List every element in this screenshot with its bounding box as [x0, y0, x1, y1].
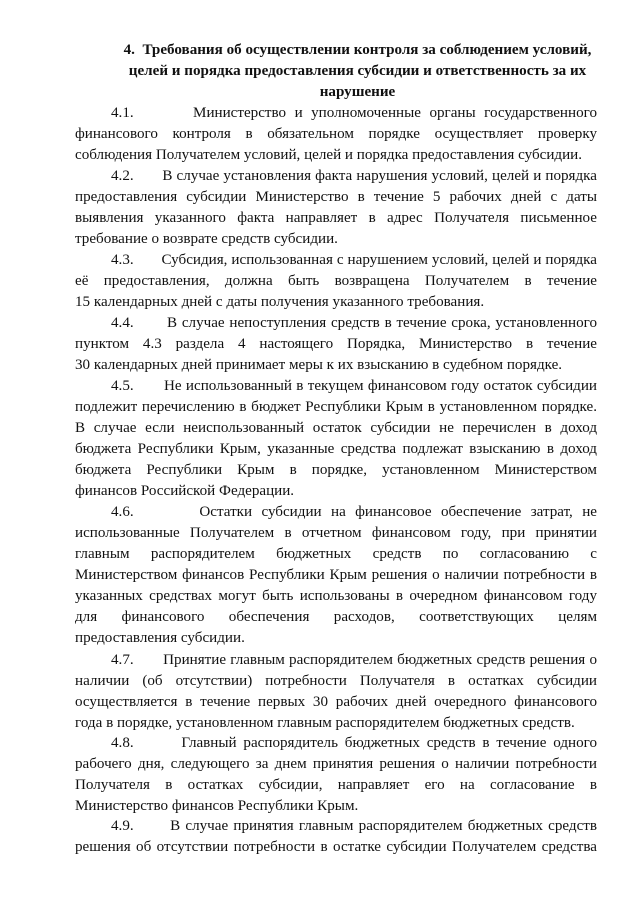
section-title-line: целей и порядка предоставления субсидии и ответственность за их [128, 63, 587, 79]
paragraph-4-7 [75, 650, 597, 734]
paragraph-line: соблюдения Получателем условий, целей и порядка предоставления субсидии. [75, 147, 583, 163]
paragraph-line: решения об отсутствии потребности в остатке субсидии Получателем средства [75, 839, 597, 855]
paragraph-line: 15 календарных дней с даты получения указанного требования. [75, 294, 485, 310]
paragraph-line: осуществляется в течение первых 30 рабочих дней очередного финансового [75, 694, 597, 710]
paragraph-line: предоставления субсидии. [75, 630, 245, 646]
paragraph-number: 4.9. [111, 818, 134, 834]
paragraph-line: Министерством финансов Республики Крым решения о наличии потребности в [75, 567, 597, 583]
paragraph-line: 4.6. Остатки субсидии на финансовое обеспечение затрат, не [75, 502, 597, 523]
paragraph-4-4 [75, 313, 597, 376]
paragraph-line: финансов Российской Федерации. [75, 483, 295, 499]
section-title [110, 40, 605, 103]
paragraph-line: подлежит перечислению в бюджет Республики Крым в установленном порядке. [75, 399, 597, 415]
paragraph-line: рабочего дня, следующего за днем принятия решения о наличии потребности [75, 756, 597, 772]
section-number: 4. [123, 42, 135, 58]
paragraph-number: 4.2. [111, 168, 134, 184]
paragraph-line: пунктом 4.3 раздела 4 настоящего Порядка, Министерство в течение [75, 336, 597, 352]
paragraph-line: 4.1. Министерство и уполномоченные органы государственного [75, 103, 597, 124]
paragraph-line: финансового контроля в обязательном порядке осуществляет проверку [75, 126, 597, 142]
paragraph-line: 30 календарных дней принимает меры к их взысканию в судебном порядке. [75, 357, 563, 373]
paragraph-line: требование о возврате средств субсидии. [75, 231, 338, 247]
paragraph-number: 4.6. [111, 504, 134, 520]
paragraph-line: для финансового обеспечения расходов, соответствующих целям [75, 609, 597, 625]
paragraph-line: Министерство финансов Республики Крым. [75, 798, 359, 814]
paragraph-4-8 [75, 733, 597, 817]
paragraph-4-5 [75, 376, 597, 502]
paragraph-number: 4.3. [111, 252, 134, 268]
paragraph-4-6 [75, 502, 597, 649]
paragraph-line: 4.2. В случае установления факта нарушения условий, целей и порядка [75, 166, 597, 187]
paragraph-number: 4.7. [111, 652, 134, 668]
paragraph-number: 4.5. [111, 378, 134, 394]
section-title-line: 4. Требования об осуществлении контроля за соблюдением условий, [123, 42, 592, 58]
paragraph-line: главным распорядителем бюджетных средств по согласованию с [75, 546, 597, 562]
paragraph-line: 4.3. Субсидия, использованная с нарушением условий, целей и порядка [75, 250, 597, 271]
section-title-line: нарушение [319, 84, 396, 100]
paragraph-line: Получателя в остатках субсидии, направляет его на согласование в [75, 777, 597, 793]
paragraph-line: 4.5. Не использованный в текущем финансовом году остаток субсидии [75, 376, 597, 397]
paragraph-number: 4.4. [111, 315, 134, 331]
paragraph-line: бюджета Республики Крым, указанные средства подлежат взысканию в доход [75, 441, 597, 457]
paragraph-line: использованные Получателем в отчетном финансовом году, при принятии [75, 525, 597, 541]
paragraph-line: указанных средствах могут быть использованы в очередном финансовом году [75, 588, 597, 604]
paragraph-line: предоставления субсидии Министерство в течение 5 рабочих дней с даты [75, 189, 597, 205]
paragraph-line: 4.9. В случае принятия главным распорядителем бюджетных средств [75, 816, 597, 837]
paragraph-line: наличии (об отсутствии) потребности Получателя в остатках субсидии [75, 673, 597, 689]
paragraph-line: 4.4. В случае непоступления средств в течение срока, установленного [75, 313, 597, 334]
paragraph-line: В случае если неиспользованный остаток субсидии не перечислен в доход [75, 420, 597, 436]
paragraph-number: 4.8. [111, 735, 134, 751]
paragraph-line: 4.7. Принятие главным распорядителем бюджетных средств решения о [75, 650, 597, 671]
paragraph-line: её предоставления, должна быть возвращена Получателем в течение [75, 273, 597, 289]
paragraph-line: бюджета Республики Крым в порядке, установленном Министерством [75, 462, 597, 478]
paragraph-line: выявления указанного факта направляет в адрес Получателя письменное [75, 210, 597, 226]
paragraph-line: 4.8. Главный распорядитель бюджетных средств в течение одного [75, 733, 597, 754]
paragraph-4-9 [75, 816, 597, 858]
paragraph-number: 4.1. [111, 105, 134, 121]
paragraph-4-2 [75, 166, 597, 250]
paragraph-4-1 [75, 103, 597, 166]
paragraph-4-3 [75, 250, 597, 313]
paragraph-line: года в порядке, установленном главным распорядителем бюджетных средств. [75, 715, 575, 731]
